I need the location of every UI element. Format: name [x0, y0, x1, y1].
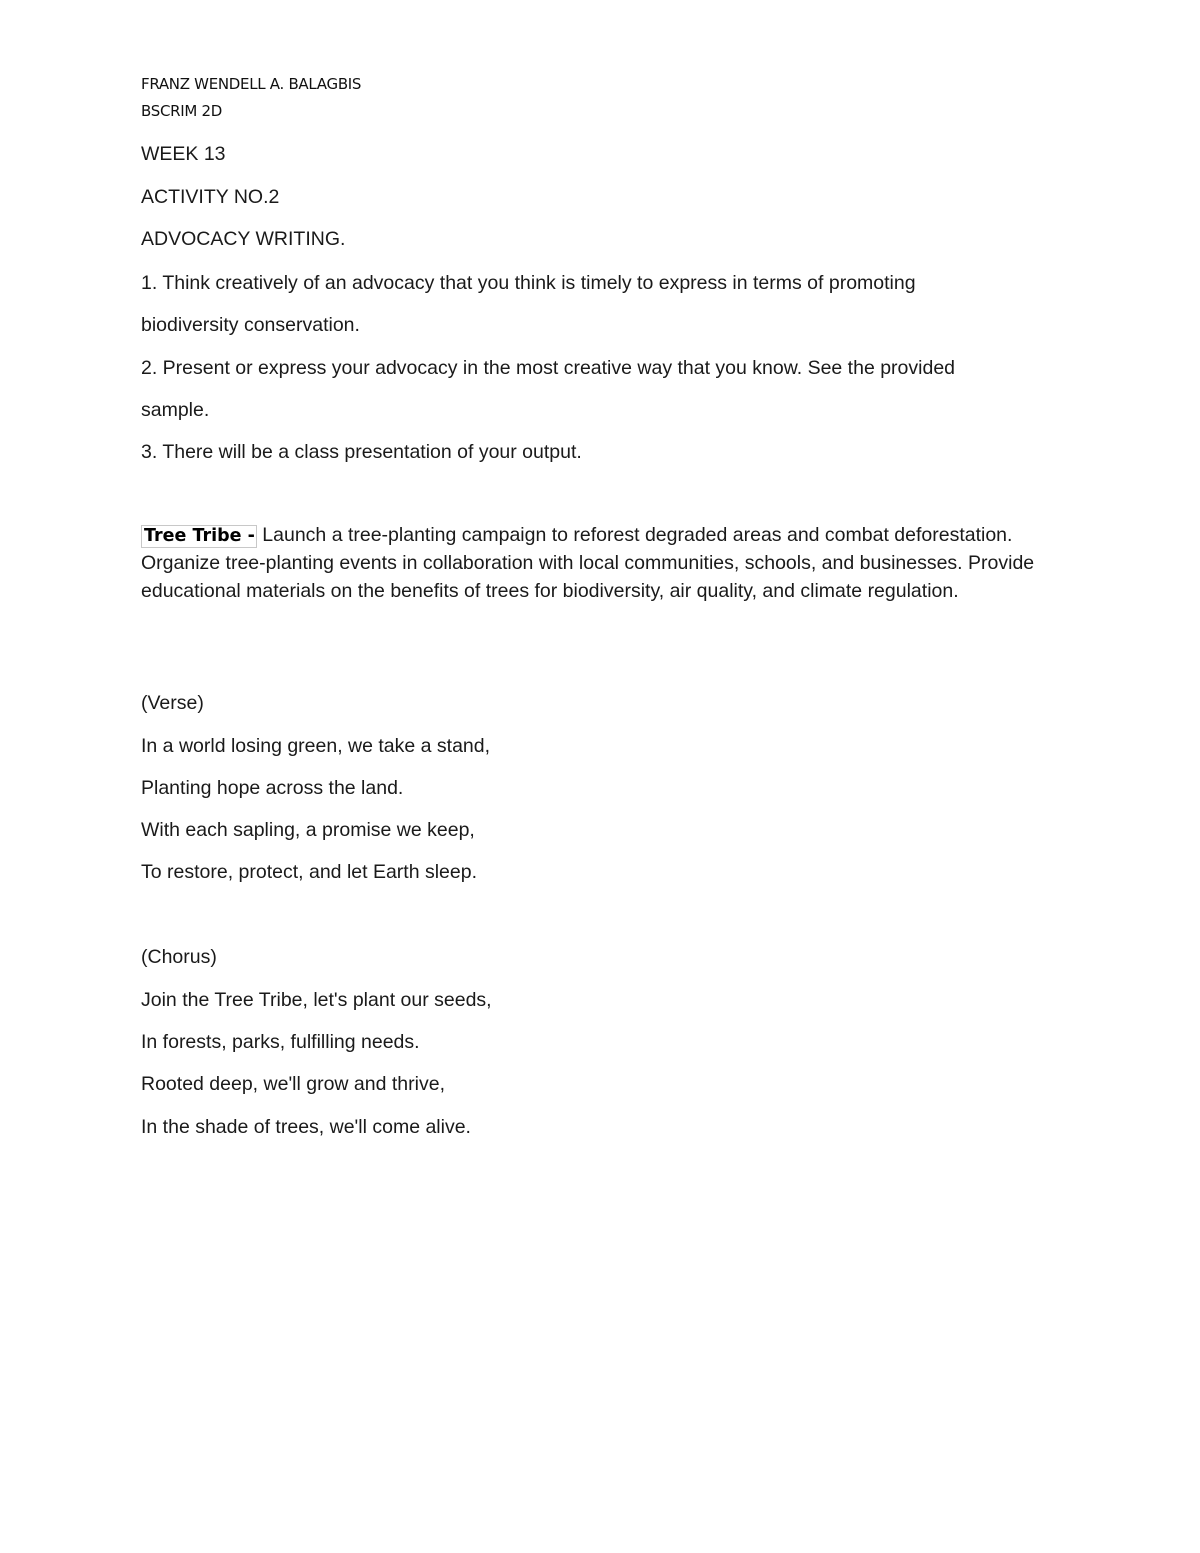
chorus-line: Join the Tree Tribe, let's plant our seeds,: [141, 989, 492, 1011]
instruction-1-line-1: 1. Think creatively of an advocacy that you think is timely to express in terms of promoting: [141, 272, 916, 294]
activity-title: ADVOCACY WRITING.: [141, 228, 346, 250]
advocacy-paragraph: [141, 522, 1041, 605]
chorus-line: In forests, parks, fulfilling needs.: [141, 1031, 420, 1053]
week-label: WEEK 13: [141, 143, 226, 165]
verse-line: With each sapling, a promise we keep,: [141, 819, 475, 841]
advocacy-label: Tree Tribe -: [141, 525, 257, 548]
instruction-2-line-1: 2. Present or express your advocacy in the most creative way that you know. See the provided: [141, 357, 956, 379]
instruction-3: 3. There will be a class presentation of your output.: [141, 441, 582, 463]
activity-label: ACTIVITY NO.2: [141, 186, 280, 208]
student-section: BSCRIM 2D: [141, 102, 222, 120]
verse-heading: (Verse): [141, 692, 204, 714]
student-name: FRANZ WENDELL A. BALAGBIS: [141, 75, 362, 93]
instruction-1-line-2: biodiversity conservation.: [141, 314, 360, 336]
verse-line: In a world losing green, we take a stand,: [141, 735, 491, 757]
chorus-heading: (Chorus): [141, 946, 217, 968]
verse-line: To restore, protect, and let Earth sleep.: [141, 861, 478, 883]
chorus-line: In the shade of trees, we'll come alive.: [141, 1116, 471, 1138]
advocacy-description: Launch a tree-planting campaign to reforest degraded areas and combat deforestation. Organize tree-planting events in collaboration with local communities, schools, and businesses. Provide educational materials on the benefits of trees for biodiversity, air quality, and climate regulation.: [141, 524, 1035, 602]
instruction-2-line-2: sample.: [141, 399, 210, 421]
verse-line: Planting hope across the land.: [141, 777, 404, 799]
chorus-line: Rooted deep, we'll grow and thrive,: [141, 1073, 445, 1095]
